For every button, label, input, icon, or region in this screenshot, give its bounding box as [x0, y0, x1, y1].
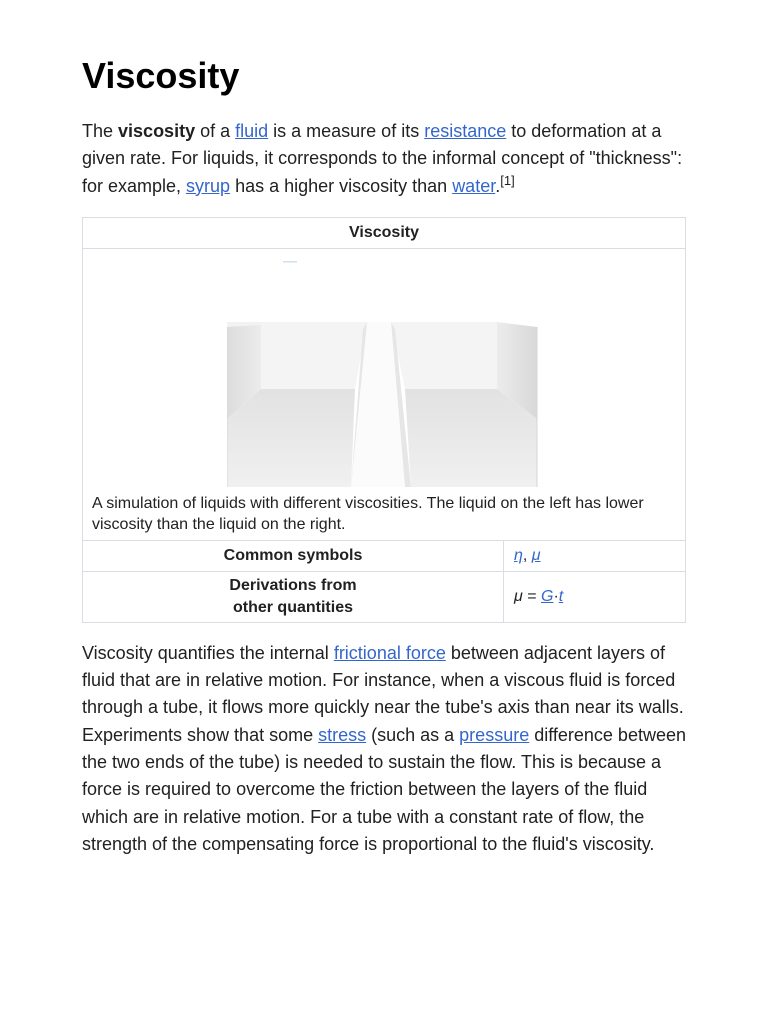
intro-paragraph — [82, 118, 686, 200]
link-syrup[interactable]: syrup — [186, 175, 231, 196]
label-line-2: other quantities — [232, 598, 353, 616]
symbol-separator: , — [522, 546, 532, 564]
formula-dot: · — [553, 587, 559, 605]
link-pressure[interactable]: pressure — [459, 724, 530, 745]
body-text: Viscosity quantifies the internal — [82, 642, 334, 663]
citation-label[interactable]: [1] — [500, 172, 515, 188]
infobox-row-derivations — [83, 571, 686, 622]
body-text: (such as a — [366, 724, 460, 745]
intro-bold-term: viscosity — [118, 121, 196, 141]
infobox-row-symbols — [83, 540, 686, 571]
link-stress[interactable]: stress — [318, 724, 367, 745]
intro-text: to deformation at a given rate. For liquids, it corresponds to the informal concept of "thickness": for example, — [82, 121, 683, 196]
infobox — [82, 217, 686, 623]
infobox-value-symbols — [504, 540, 686, 571]
link-frictional-force[interactable]: frictional force — [333, 642, 446, 663]
simulation-image-graphic — [227, 259, 541, 487]
infobox-value-derivations — [504, 571, 686, 622]
page-title: Viscosity — [82, 55, 240, 96]
formula-mu: μ — [514, 587, 523, 605]
infobox-label-symbols: Common symbols — [83, 540, 504, 571]
formula-equals: = — [522, 587, 541, 605]
infobox-title: Viscosity — [83, 217, 686, 248]
link-eta[interactable]: η — [514, 546, 523, 564]
link-time[interactable]: t — [558, 587, 564, 605]
link-water[interactable]: water — [452, 175, 496, 196]
intro-text: has a higher viscosity than — [230, 175, 453, 196]
citation-1[interactable] — [500, 173, 514, 188]
label-line-1: Derivations from — [229, 576, 357, 594]
body-text: difference between the two ends of the tube) is needed to sustain the flow. This is because a force is required to overcome the friction between the layers of the fluid which are in relative motion. For a tube with a constant rate of flow, the strength of the compensating force is proportional to the fluid's viscosity. — [82, 724, 686, 854]
article-content — [82, 52, 686, 858]
body-paragraph — [82, 640, 686, 858]
link-fluid[interactable]: fluid — [235, 121, 269, 141]
intro-text: is a measure of its — [268, 121, 425, 141]
intro-text: of a — [195, 121, 236, 141]
infobox-label-derivations — [83, 571, 504, 622]
link-shear-modulus[interactable]: G — [541, 587, 554, 605]
infobox-image-cell — [83, 248, 686, 540]
link-mu[interactable]: μ — [531, 546, 541, 564]
body-text: between adjacent layers of fluid that are in relative motion. For instance, when a viscous fluid is forced through a tube, it flows more quickly near the tube's axis than near its walls. Experiments show that some — [82, 642, 684, 745]
viscosity-simulation-image[interactable] — [227, 259, 541, 487]
intro-text: . — [495, 175, 501, 196]
infobox-image-caption: A simulation of liquids with different viscosities. The liquid on the left has lower viscosity than the liquid on the right. — [92, 494, 644, 533]
link-resistance[interactable]: resistance — [424, 121, 507, 141]
intro-text: The — [82, 121, 119, 141]
